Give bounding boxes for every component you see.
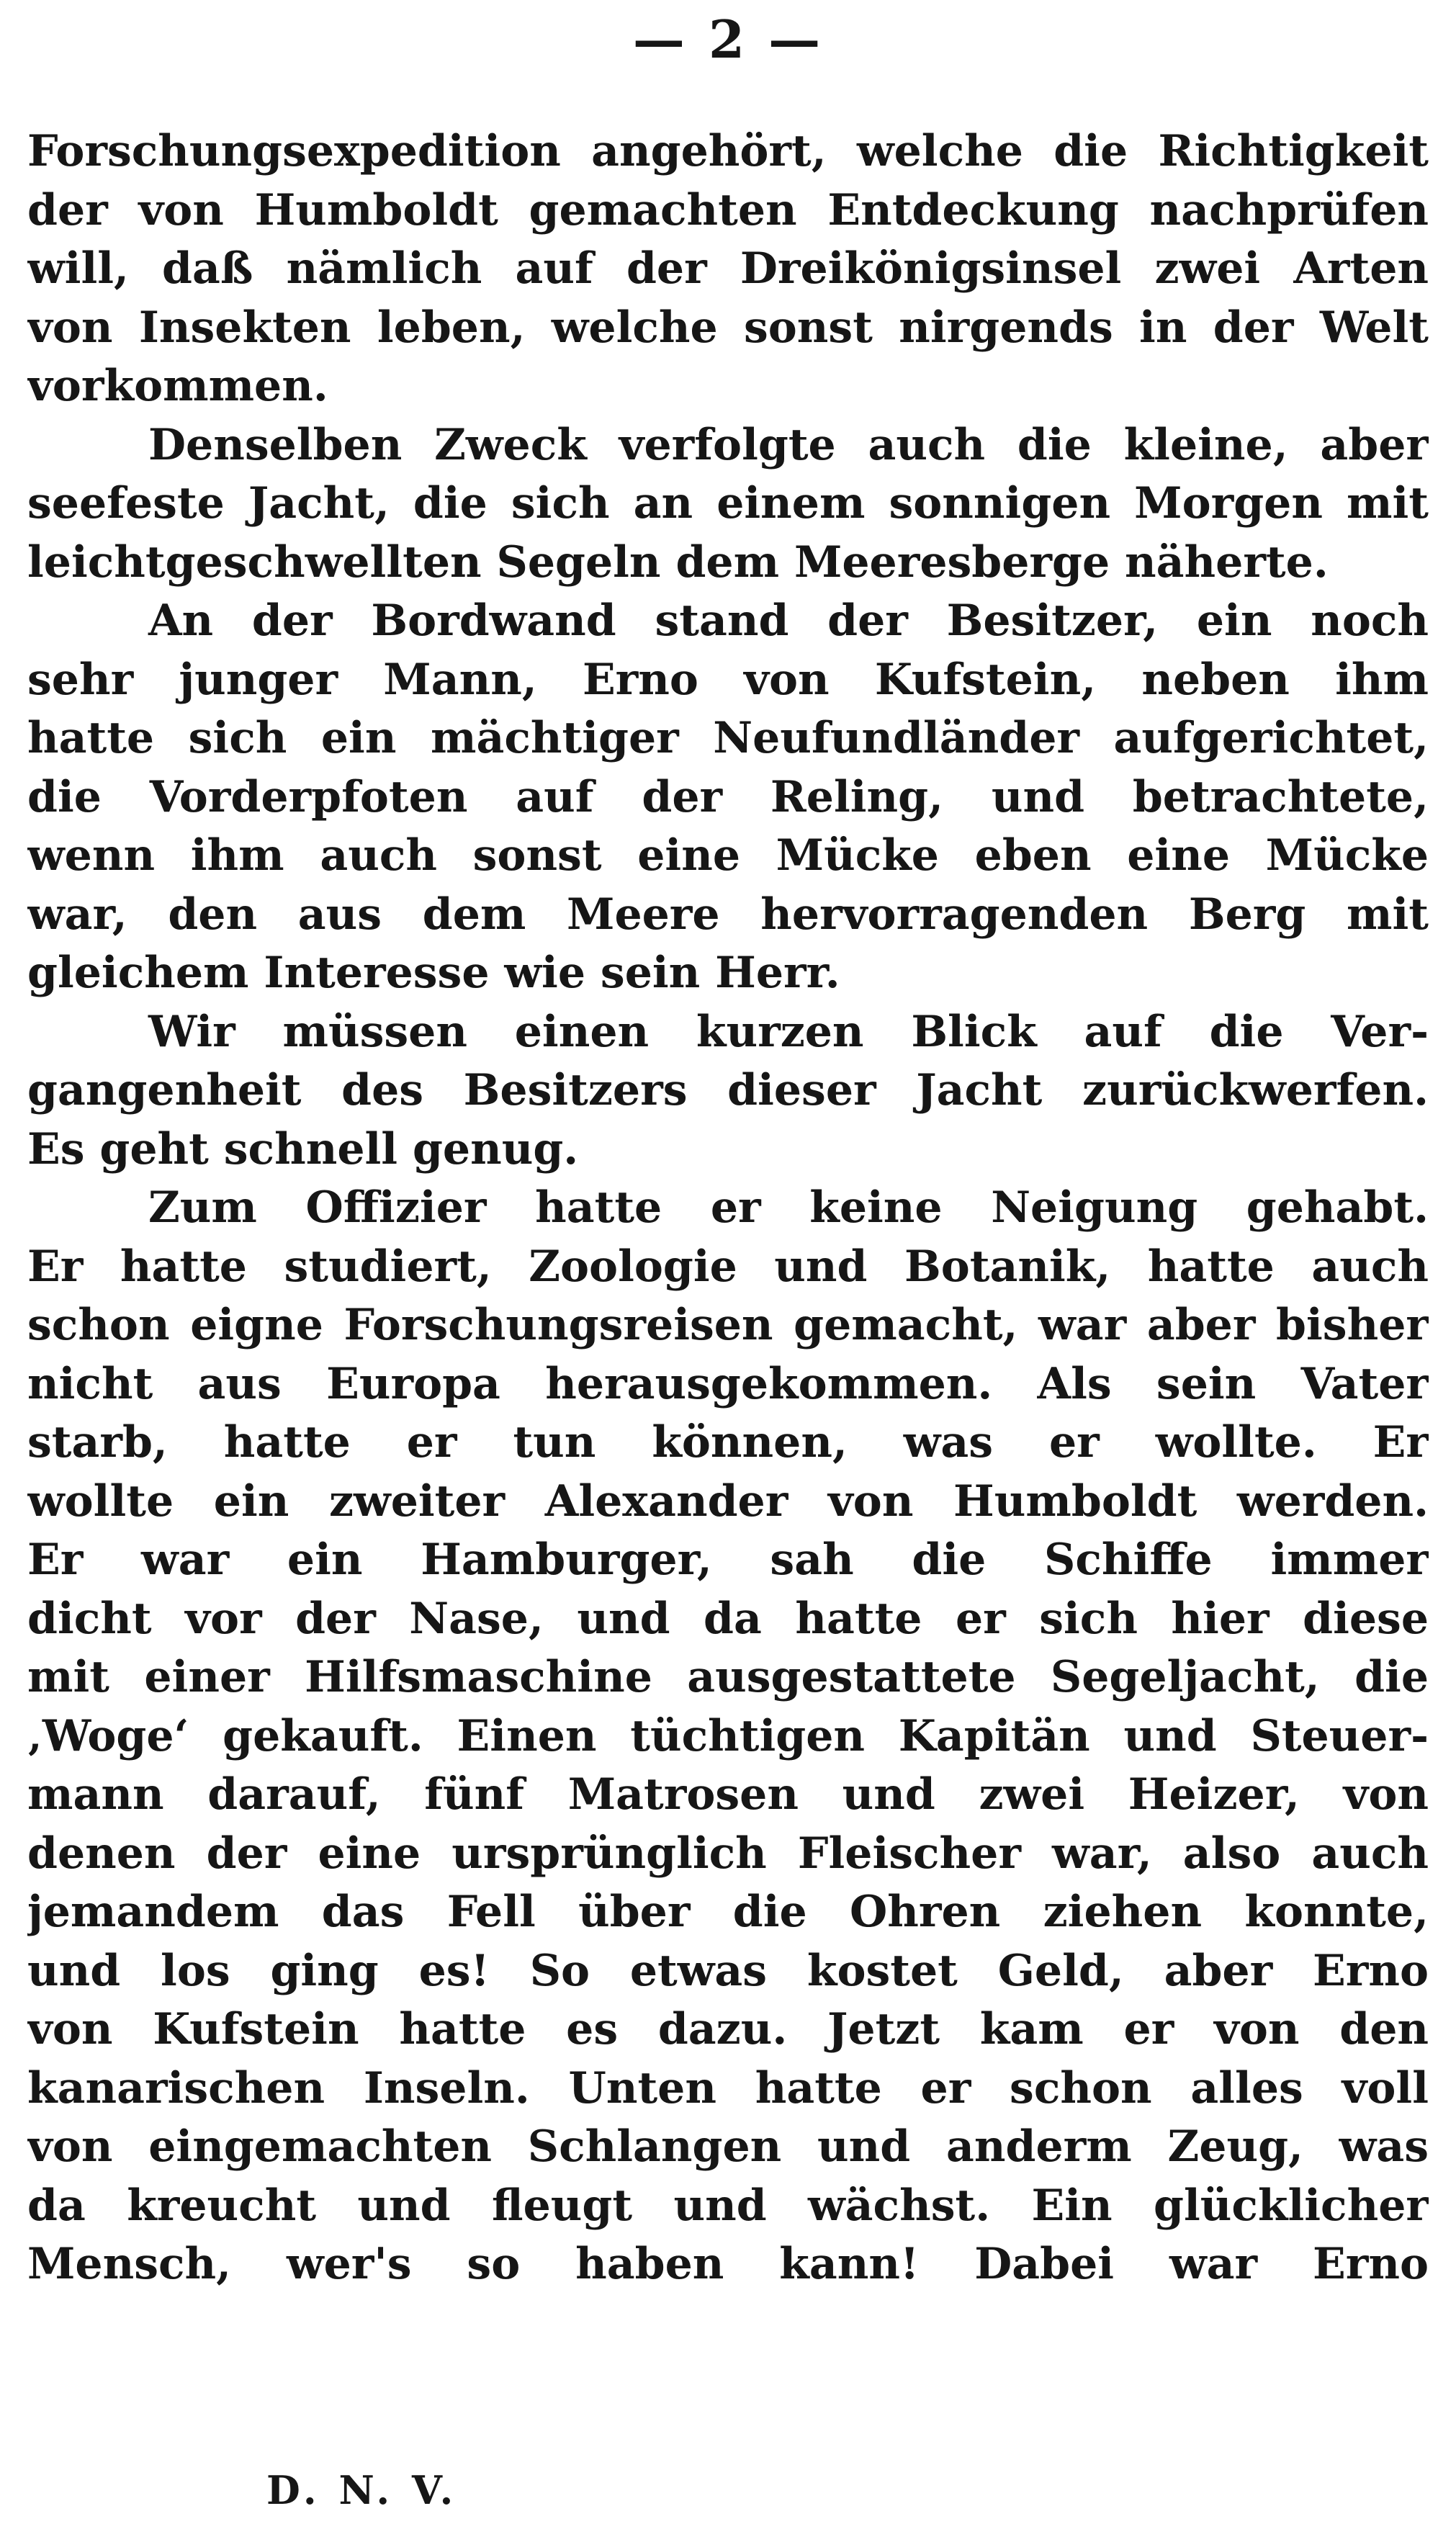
- text-line: hatte sich ein mächtiger Neufundländer aufgerichtet,: [27, 713, 1429, 763]
- text-line: der von Humboldt gemachten Entdeckung nachprüfen: [27, 184, 1429, 235]
- text-line: Wir müssen einen kurzen Blick auf die Ver-: [148, 1006, 1429, 1057]
- text-line: von Kufstein hatte es dazu. Jetzt kam er von den: [27, 2004, 1429, 2054]
- text-line: schon eigne Forschungsreisen gemacht, war aber bisher: [27, 1300, 1429, 1350]
- text-line: An der Bordwand stand der Besitzer, ein noch: [148, 596, 1429, 646]
- text-line: die Vorderpfoten auf der Reling, und betrachtete,: [27, 771, 1429, 822]
- text-line: gleichem Interesse wie sein Herr.: [27, 948, 840, 998]
- text-line: ‚Woge‘ gekauft. Einen tüchtigen Kapitän und Steuer-: [27, 1710, 1429, 1761]
- text-line: nicht aus Europa herausgekommen. Als sein Vater: [27, 1358, 1429, 1409]
- text-line: Forschungsexpedition angehört, welche die Richtigkeit: [27, 126, 1429, 176]
- text-line: von Insekten leben, welche sonst nirgends in der Welt: [27, 302, 1429, 353]
- text-line: sehr junger Mann, Erno von Kufstein, neben ihm: [27, 654, 1429, 705]
- text-line: Es geht schnell genug.: [27, 1123, 579, 1175]
- text-line: von eingemachten Schlangen und anderm Zeug, was: [27, 2121, 1429, 2172]
- text-line: Er hatte studiert, Zoologie und Botanik, hatte auch: [27, 1241, 1429, 1292]
- text-line: Mensch, wer's so haben kann! Dabei war Erno: [27, 2239, 1429, 2289]
- text-line: denen der eine ursprünglich Fleischer war, also auch: [27, 1828, 1429, 1879]
- text-line: seefeste Jacht, die sich an einem sonnigen Morgen mit: [27, 478, 1429, 529]
- text-line: da kreucht und fleugt und wächst. Ein glücklicher: [27, 2180, 1429, 2231]
- text-line: wollte ein zweiter Alexander von Humboldt werden.: [27, 1476, 1429, 1527]
- text-line: Denselben Zweck verfolgte auch die kleine, aber: [148, 419, 1429, 470]
- text-line: Er war ein Hamburger, sah die Schiffe immer: [27, 1535, 1429, 1585]
- text-line: kanarischen Inseln. Unten hatte er schon alles voll: [27, 2062, 1429, 2114]
- text-line: dicht vor der Nase, und da hatte er sich hier diese: [27, 1593, 1429, 1644]
- text-line: jemandem das Fell über die Ohren ziehen konnte,: [27, 1887, 1429, 1937]
- body-text: [27, 122, 1429, 2294]
- text-line: mit einer Hilfsmaschine ausgestattete Segeljacht, die: [27, 1652, 1429, 1702]
- text-line: wenn ihm auch sonst eine Mücke eben eine Mücke: [27, 830, 1429, 881]
- text-line: vorkommen.: [27, 361, 328, 411]
- printer-signature: D. N. V.: [266, 2467, 458, 2513]
- text-line: war, den aus dem Meere hervorragenden Berg mit: [27, 889, 1429, 940]
- text-line: und los ging es! So etwas kostet Geld, aber Erno: [27, 1945, 1429, 1996]
- text-line: starb, hatte er tun können, was er wollte. Er: [27, 1417, 1429, 1468]
- page-number: — 2 —: [632, 9, 824, 70]
- text-line: will, daß nämlich auf der Dreikönigsinsel zwei Arten: [27, 243, 1429, 294]
- text-line: Zum Offizier hatte er keine Neigung gehabt.: [148, 1182, 1429, 1233]
- text-line: mann darauf, fünf Matrosen und zwei Heizer, von: [27, 1769, 1429, 1820]
- text-line: gangenheit des Besitzers dieser Jacht zurückwerfen.: [27, 1065, 1429, 1115]
- text-line: leichtgeschwellten Segeln dem Meeresberge näherte.: [27, 536, 1329, 588]
